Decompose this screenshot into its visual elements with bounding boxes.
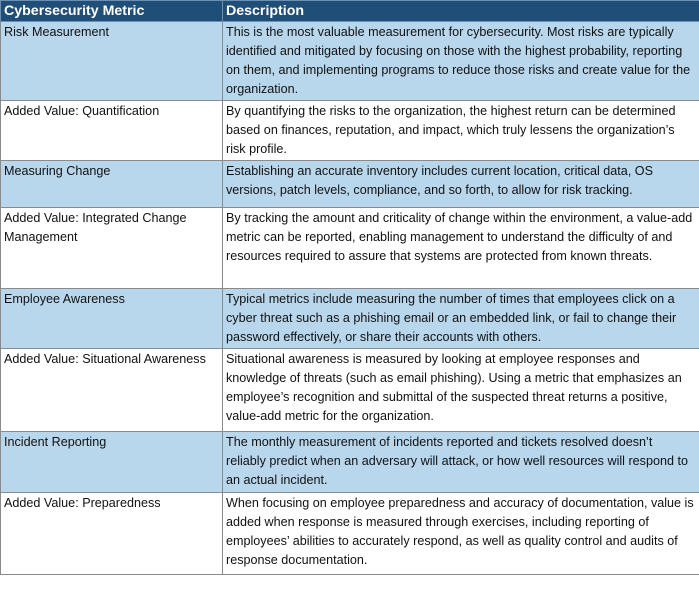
metric-cell: Added Value: Preparedness (1, 493, 223, 575)
metric-cell: Added Value: Integrated Change Management (1, 208, 223, 289)
description-cell: By tracking the amount and criticality of change within the environment, a value-add metric can be reported, enabling management to understand the difficulty of and resources required to assure that systems are protected from known threats. (223, 208, 699, 289)
table-row (1, 289, 699, 349)
metric-cell: Added Value: Situational Awareness (1, 349, 223, 432)
description-cell: Situational awareness is measured by looking at employee responses and knowledge of threats (such as email phishing). Using a metric that emphasizes an employee’s recognition and submittal of the suspected threat returns a positive, value-add metric for the organization. (223, 349, 699, 432)
description-cell: Typical metrics include measuring the number of times that employees click on a cyber threat such as a phishing email or an embedded link, or fail to change their password effectively, or share their accounts with others. (223, 289, 699, 349)
table-row (1, 22, 699, 101)
table-row (1, 349, 699, 432)
metric-cell: Employee Awareness (1, 289, 223, 349)
description-cell: When focusing on employee preparedness and accuracy of documentation, value is added when response is measured through exercises, including reporting of employees’ abilities to accurately respond, as well as quality control and audits of response documentation. (223, 493, 699, 575)
metric-cell: Risk Measurement (1, 22, 223, 101)
metric-cell: Measuring Change (1, 161, 223, 208)
table-row (1, 101, 699, 161)
table-row (1, 493, 699, 575)
metric-cell: Incident Reporting (1, 432, 223, 493)
table-row (1, 161, 699, 208)
description-cell: Establishing an accurate inventory includes current location, critical data, OS versions, patch levels, compliance, and so forth, to allow for risk tracking. (223, 161, 699, 208)
table-header-row (1, 1, 699, 22)
table-row (1, 432, 699, 493)
table-row (1, 208, 699, 289)
description-cell: This is the most valuable measurement for cybersecurity. Most risks are typically identified and mitigated by focusing on those with the highest probability, reporting on them, and implementing programs to reduce those risks and create value for the organization. (223, 22, 699, 101)
metric-cell: Added Value: Quantification (1, 101, 223, 161)
description-cell: The monthly measurement of incidents reported and tickets resolved doesn’t reliably predict when an adversary will attack, or how well resources will respond to an actual incident. (223, 432, 699, 493)
column-header-description: Description (223, 1, 699, 22)
column-header-metric: Cybersecurity Metric (1, 1, 223, 22)
description-cell: By quantifying the risks to the organization, the highest return can be determined based on finances, reputation, and impact, which truly lessens the organization’s risk profile. (223, 101, 699, 161)
